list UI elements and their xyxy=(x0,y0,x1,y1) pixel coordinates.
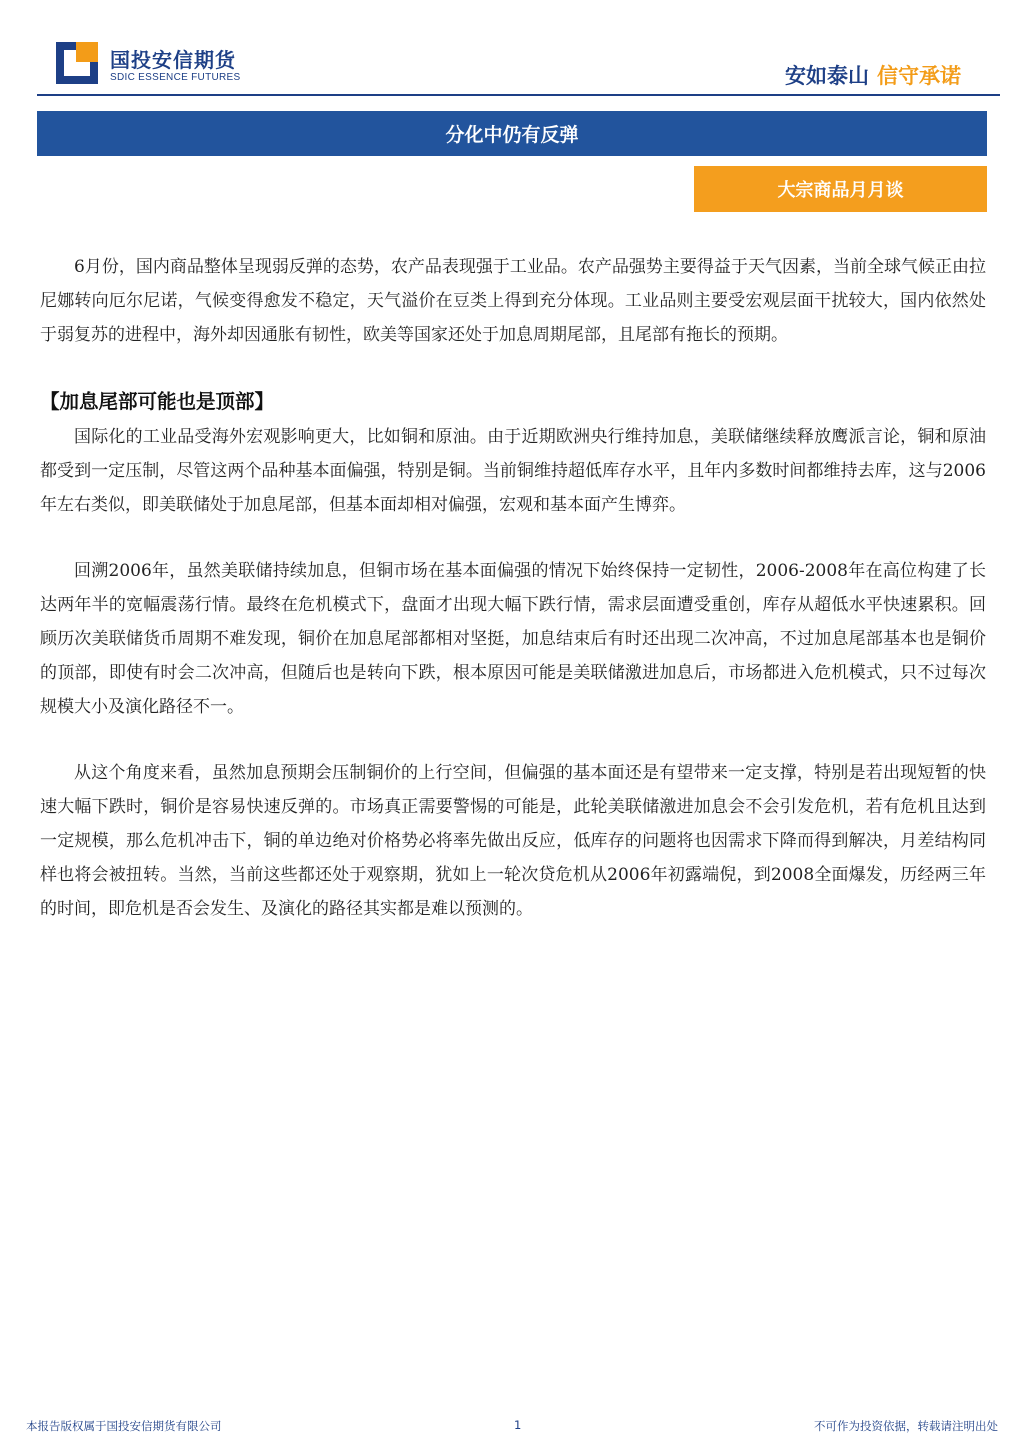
body-paragraph: 回溯2006年，虽然美联储持续加息，但铜市场在基本面偏强的情况下始终保持一定韧性，2006-2008年在高位构建了长达两年半的宽幅震荡行情。最终在危机模式下，盘面才出现大幅下跌行情，需求层面遭受重创，库存从超低水平快速累积。回顾历次美联储货币周期不难发现，铜价在加息尾部都相对坚挺，加息结束后有时还出现二次冲高，不过加息尾部基本也是铜价的顶部，即使有时会二次冲高，但随后也是转向下跌，根本原因可能是美联储激进加息后，市场都进入危机模式，只不过每次规模大小及演化路径不一。 xyxy=(40,561,986,717)
header-divider xyxy=(37,94,1000,96)
paragraph-gap xyxy=(40,724,986,756)
header-slogan xyxy=(785,60,961,90)
company-logo xyxy=(54,40,241,88)
intro-paragraph: 6月份，国内商品整体呈现弱反弹的态势，农产品表现强于工业品。农产品强势主要得益于天气因素，当前全球气候正由拉尼娜转向厄尔尼诺，气候变得愈发不稳定，天气溢价在豆类上得到充分体现。工业品则主要受宏观层面干扰较大，国内依然处于弱复苏的进程中，海外却因通胀有韧性，欧美等国家还处于加息周期尾部，且尾部有拖长的预期。 xyxy=(40,257,986,345)
body-paragraph: 国际化的工业品受海外宏观影响更大，比如铜和原油。由于近期欧洲央行维持加息，美联储继续释放鹰派言论，铜和原油都受到一定压制，尽管这两个品种基本面偏强，特别是铜。当前铜维持超低库存水平，且年内多数时间都维持去库，这与2006年左右类似，即美联储处于加息尾部，但基本面却相对偏强，宏观和基本面产生博弈。 xyxy=(40,427,986,515)
paragraph-gap xyxy=(40,522,986,554)
logo-text-en: SDIC ESSENCE FUTURES xyxy=(110,72,241,83)
footer-copyright: 本报告版权属于国投安信期货有限公司 xyxy=(26,1419,222,1433)
report-body xyxy=(40,250,986,926)
footer-disclaimer: 不可作为投资依据，转载请注明出处 xyxy=(814,1419,998,1433)
page-footer xyxy=(26,1418,998,1436)
column-tag: 大宗商品月月谈 xyxy=(694,166,987,212)
paragraph-gap xyxy=(40,352,986,384)
slogan-part-1: 安如泰山 xyxy=(785,64,869,88)
report-title: 分化中仍有反弹 xyxy=(37,111,987,156)
page-number: 1 xyxy=(514,1418,522,1432)
slogan-part-2: 信守承诺 xyxy=(877,64,961,88)
logo-text-cn: 国投安信期货 xyxy=(110,48,236,72)
body-paragraph: 从这个角度来看，虽然加息预期会压制铜价的上行空间，但偏强的基本面还是有望带来一定支撑，特别是若出现短暂的快速大幅下跌时，铜价是容易快速反弹的。市场真正需要警惕的可能是，此轮美联储激进加息会不会引发危机，若有危机且达到一定规模，那么危机冲击下，铜的单边绝对价格势必将率先做出反应，低库存的问题将也因需求下降而得到解决，月差结构同样也将会被扭转。当然，当前这些都还处于观察期，犹如上一轮次贷危机从2006年初露端倪，到2008全面爆发，历经两三年的时间，即危机是否会发生、及演化的路径其实都是难以预测的。 xyxy=(40,763,986,919)
logo-mark-icon xyxy=(54,40,100,86)
section-heading: 【加息尾部可能也是顶部】 xyxy=(40,390,275,413)
